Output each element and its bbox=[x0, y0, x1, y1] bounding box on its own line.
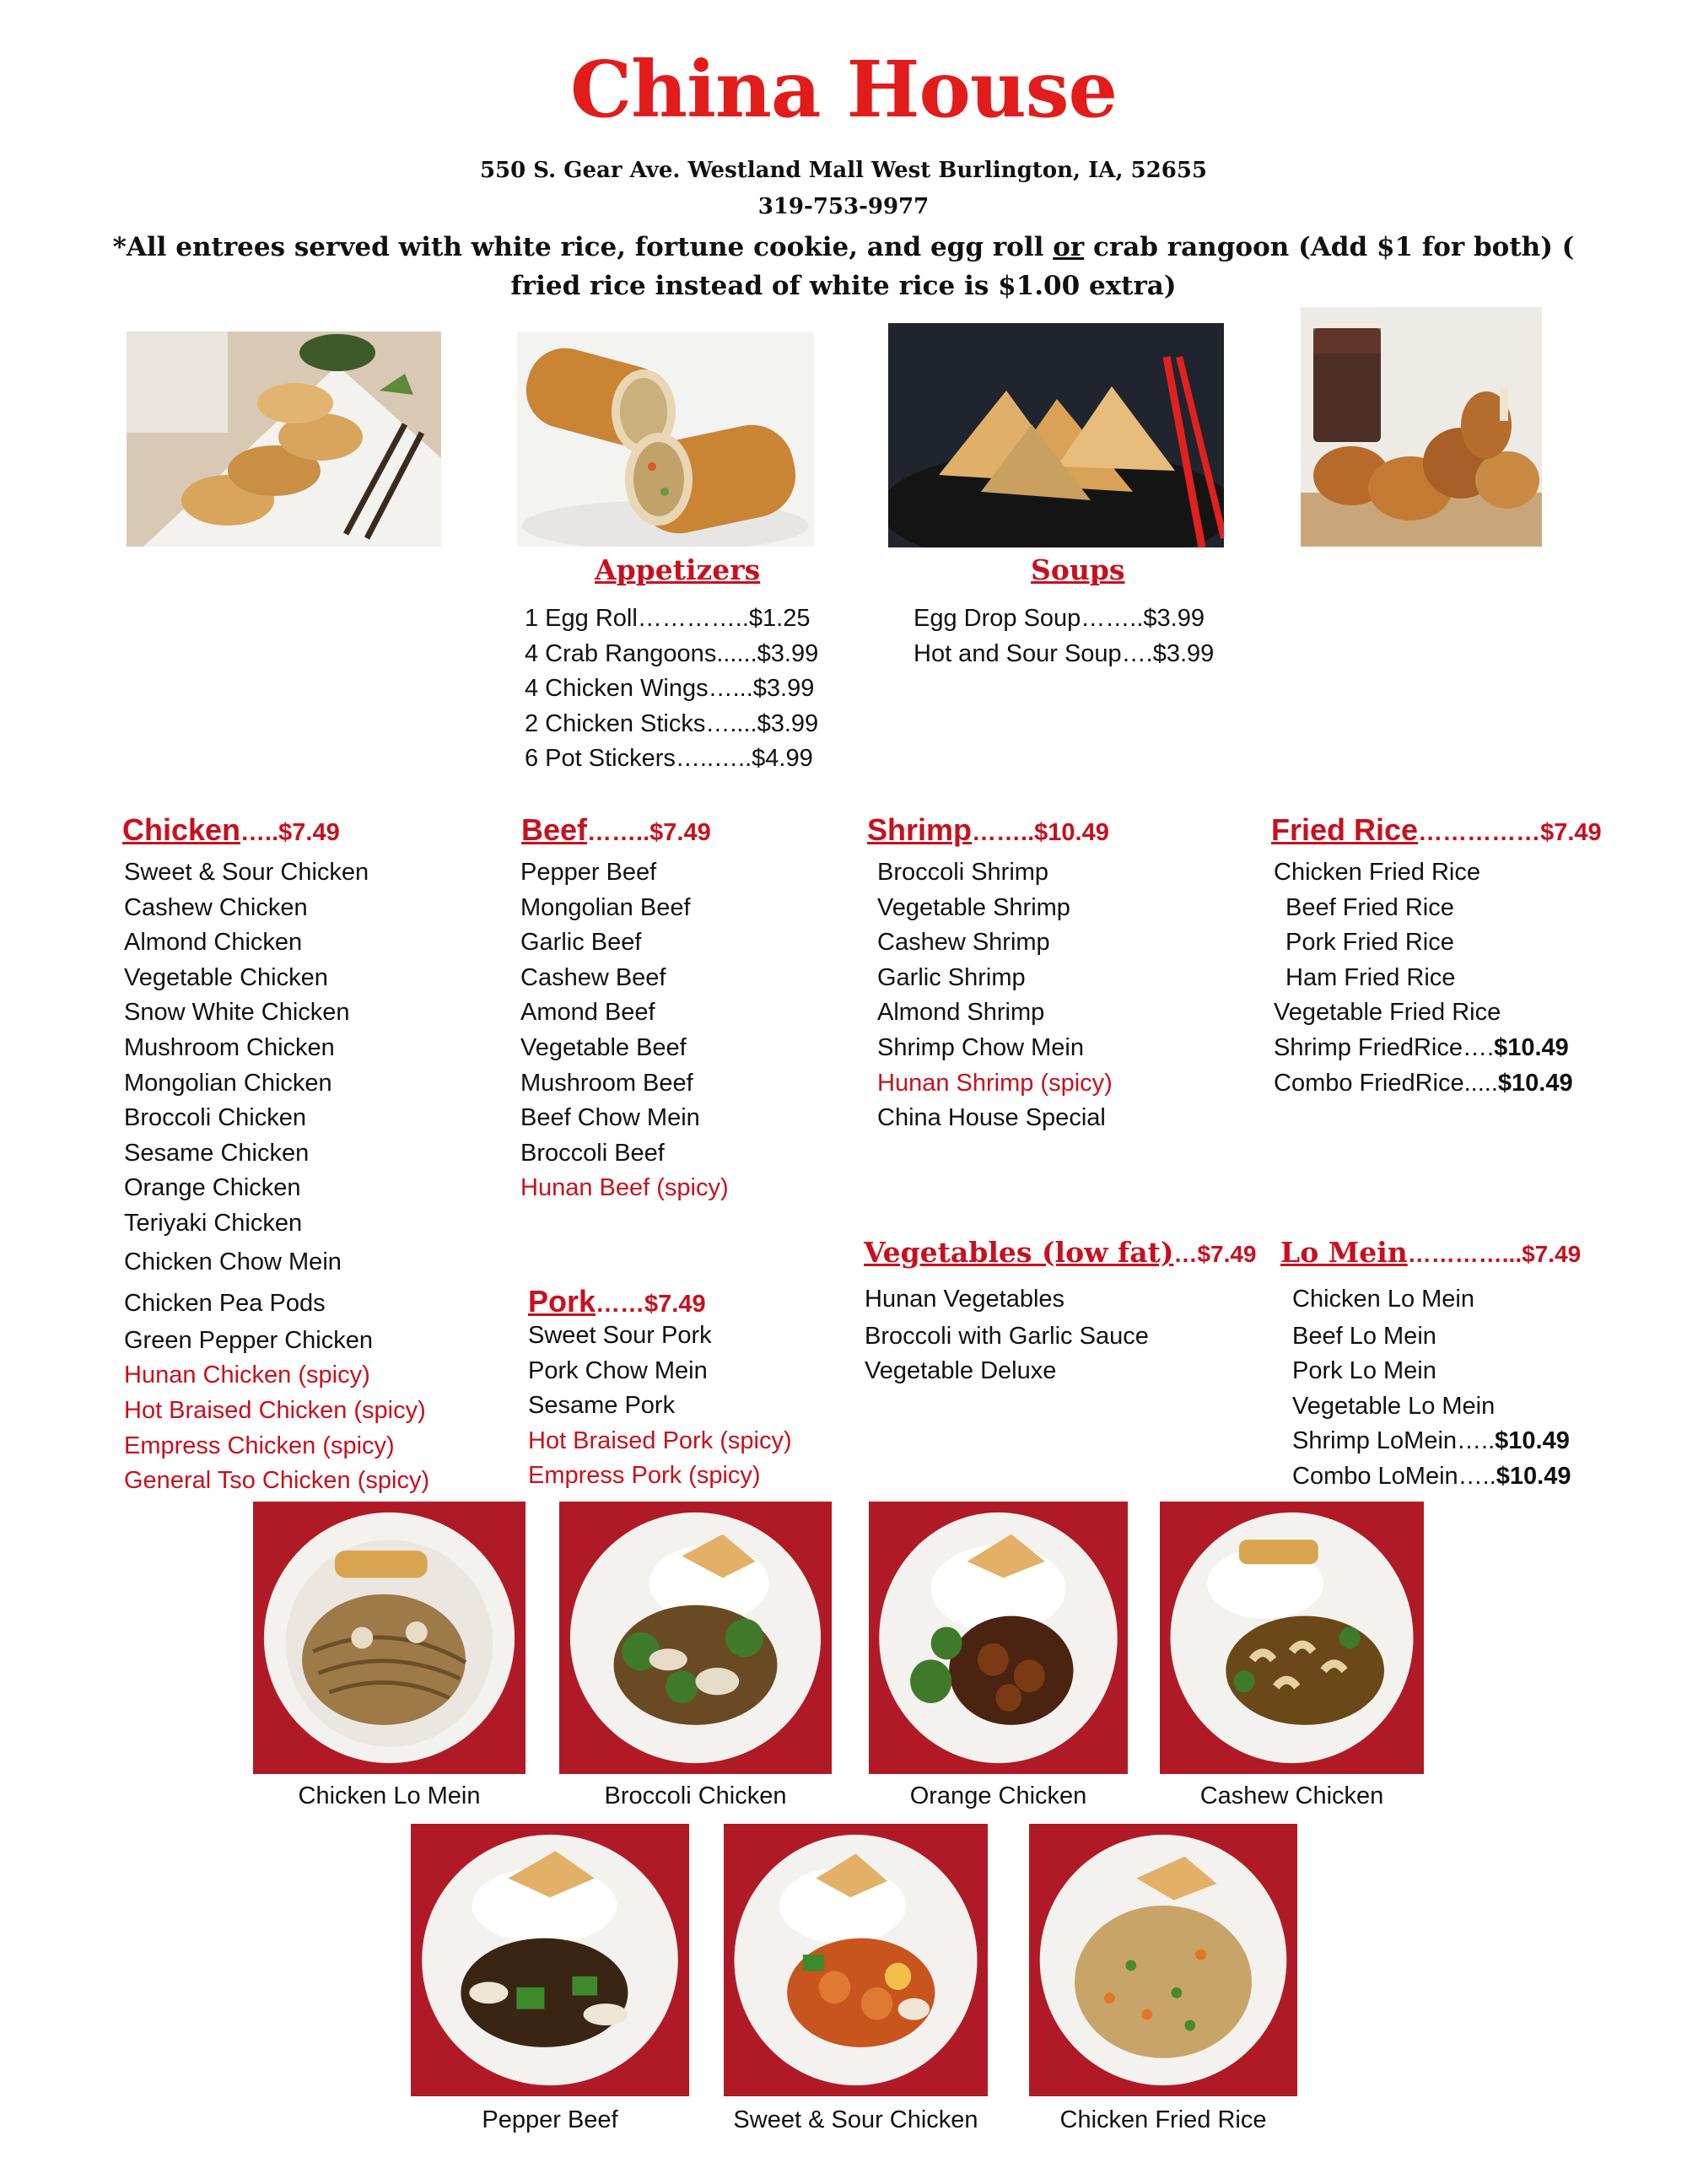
photo-broccoli-chicken bbox=[559, 1502, 832, 1774]
item-price: $10.49 bbox=[1495, 1427, 1570, 1455]
fried-rice-list bbox=[1274, 855, 1573, 1101]
soups-list bbox=[914, 601, 1214, 671]
menu-item-spicy: Empress Pork (spicy) bbox=[528, 1462, 761, 1490]
vegetables-price: …$7.49 bbox=[1173, 1241, 1257, 1267]
menu-item: Vegetable Chicken bbox=[124, 963, 328, 991]
menu-item: Mongolian Beef bbox=[520, 893, 691, 921]
vegetables-heading bbox=[864, 1236, 1257, 1269]
vegetables-list bbox=[865, 1282, 1149, 1389]
lo-mein-list bbox=[1292, 1282, 1571, 1495]
menu-item-spicy: Empress Chicken (spicy) bbox=[124, 1432, 395, 1459]
menu-item: Broccoli Chicken bbox=[124, 1104, 306, 1132]
menu-item: Teriyaki Chicken bbox=[124, 1209, 303, 1237]
fried-rice-heading bbox=[1271, 812, 1602, 848]
photo-egg-roll bbox=[517, 332, 814, 547]
note-text-2: crab rangoon (Add $1 for both) ( fried rice instead of white rice is $1.00 extra) bbox=[510, 232, 1575, 301]
soups-heading bbox=[1031, 553, 1125, 586]
caption-orange-chicken: Orange Chicken bbox=[909, 1782, 1087, 1809]
photo-sweet-sour-chicken bbox=[724, 1824, 988, 2096]
menu-item: Beef Fried Rice bbox=[1285, 893, 1454, 921]
menu-item-spicy: Hunan Shrimp (spicy) bbox=[877, 1069, 1113, 1097]
menu-item: Pork Fried Rice bbox=[1285, 929, 1454, 957]
caption-broccoli-chicken: Broccoli Chicken bbox=[604, 1782, 787, 1809]
beef-price: ……..$7.49 bbox=[587, 819, 711, 846]
menu-item: Pork Chow Mein bbox=[528, 1356, 708, 1384]
menu-item: Hot and Sour Soup….$3.99 bbox=[914, 639, 1215, 667]
menu-item-spicy: Hot Braised Pork (spicy) bbox=[528, 1426, 792, 1454]
caption-chicken-fried-rice: Chicken Fried Rice bbox=[1059, 2106, 1267, 2133]
photo-crab-rangoon bbox=[888, 323, 1224, 547]
menu-item: Cashew Beef bbox=[520, 963, 666, 991]
menu-item: Pepper Beef bbox=[520, 859, 657, 886]
lo-mein-heading bbox=[1280, 1236, 1581, 1269]
menu-item: Broccoli with Garlic Sauce bbox=[865, 1322, 1149, 1350]
item-price: $10.49 bbox=[1496, 1462, 1571, 1490]
pork-list bbox=[528, 1318, 792, 1494]
menu-item: Almond Chicken bbox=[124, 929, 303, 957]
appetizers-list bbox=[525, 601, 818, 777]
caption-cashew-chicken: Cashew Chicken bbox=[1199, 1782, 1384, 1809]
menu-item: Cashew Chicken bbox=[124, 893, 308, 921]
menu-item: Vegetable Fried Rice bbox=[1274, 999, 1501, 1027]
menu-item: Shrimp Chow Mein bbox=[877, 1033, 1084, 1061]
beef-list bbox=[520, 855, 729, 1206]
entree-note bbox=[0, 228, 1687, 305]
beef-title: Beef bbox=[521, 812, 588, 847]
item-price: $10.49 bbox=[1497, 1069, 1573, 1097]
menu-item: Sweet & Sour Chicken bbox=[124, 859, 369, 886]
beef-heading bbox=[521, 812, 711, 848]
menu-item-premium bbox=[1292, 1459, 1571, 1495]
lo-mein-price: …………...$7.49 bbox=[1407, 1241, 1582, 1267]
photo-chicken-wings bbox=[1301, 307, 1542, 547]
menu-item: Orange Chicken bbox=[124, 1174, 301, 1202]
chicken-price: …..$7.49 bbox=[240, 819, 340, 846]
restaurant-title: China House bbox=[569, 44, 1118, 135]
phone-number: 319-753-9977 bbox=[757, 194, 930, 219]
lo-mein-title: Lo Mein bbox=[1280, 1236, 1408, 1269]
menu-item: Egg Drop Soup……..$3.99 bbox=[914, 605, 1205, 632]
chicken-title: Chicken bbox=[122, 812, 241, 847]
menu-item: Beef Lo Mein bbox=[1292, 1322, 1436, 1350]
photo-orange-chicken bbox=[869, 1502, 1128, 1774]
menu-item: Vegetable Lo Mein bbox=[1292, 1392, 1496, 1420]
menu-item: Sweet Sour Pork bbox=[528, 1322, 712, 1349]
chicken-heading bbox=[122, 812, 340, 848]
note-text-1: *All entrees served with white rice, fortune cookie, and egg roll bbox=[112, 232, 1054, 262]
note-or: or bbox=[1053, 232, 1085, 262]
menu-item: Sesame Chicken bbox=[124, 1139, 310, 1167]
appetizers-heading bbox=[595, 553, 760, 586]
menu-item: Sesame Pork bbox=[528, 1392, 676, 1420]
menu-item: Beef Chow Mein bbox=[520, 1104, 700, 1132]
menu-item-spicy: Hot Braised Chicken (spicy) bbox=[124, 1396, 426, 1424]
menu-item: Garlic Beef bbox=[520, 929, 642, 957]
menu-item: Chicken Lo Mein bbox=[1292, 1286, 1474, 1313]
menu-item: Vegetable Deluxe bbox=[865, 1357, 1057, 1385]
menu-item: Chicken Fried Rice bbox=[1274, 859, 1480, 886]
fried-rice-title: Fried Rice bbox=[1271, 812, 1419, 847]
menu-item: Garlic Shrimp bbox=[877, 963, 1026, 991]
photo-pepper-beef bbox=[411, 1824, 689, 2096]
shrimp-title: Shrimp bbox=[867, 812, 973, 847]
menu-item: Broccoli Shrimp bbox=[877, 859, 1049, 886]
menu-item: Mongolian Chicken bbox=[124, 1069, 332, 1097]
menu-item: Cashew Shrimp bbox=[877, 929, 1050, 957]
menu-item: Mushroom Beef bbox=[520, 1069, 693, 1097]
chicken-list bbox=[124, 855, 429, 1499]
menu-item: 4 Chicken Wings…...$3.99 bbox=[525, 675, 815, 703]
menu-item: Almond Shrimp bbox=[877, 999, 1045, 1027]
address: 550 S. Gear Ave. Westland Mall West Burlington, IA, 52655 bbox=[479, 158, 1208, 183]
menu-item-spicy: Hunan Beef (spicy) bbox=[520, 1174, 729, 1202]
caption-chicken-lo-mein: Chicken Lo Mein bbox=[298, 1782, 481, 1809]
shrimp-heading bbox=[867, 812, 1109, 848]
menu-item: 2 Chicken Sticks…....$3.99 bbox=[525, 709, 819, 737]
photo-chicken-fried-rice bbox=[1029, 1824, 1297, 2096]
menu-item: Pork Lo Mein bbox=[1292, 1357, 1436, 1385]
photo-pot-stickers bbox=[127, 332, 441, 547]
menu-item: 1 Egg Roll…………..$1.25 bbox=[525, 605, 811, 632]
vegetables-title: Vegetables (low fat) bbox=[864, 1236, 1174, 1269]
menu-item: Amond Beef bbox=[520, 999, 655, 1027]
menu-item-spicy: General Tso Chicken (spicy) bbox=[124, 1467, 430, 1495]
caption-pepper-beef: Pepper Beef bbox=[482, 2106, 618, 2133]
fried-rice-price: ……………$7.49 bbox=[1418, 819, 1602, 846]
menu-item: Hunan Vegetables bbox=[865, 1286, 1065, 1313]
pork-price: ……$7.49 bbox=[596, 1291, 706, 1318]
pork-heading bbox=[528, 1284, 706, 1319]
menu-item: Vegetable Shrimp bbox=[877, 893, 1070, 921]
pork-title: Pork bbox=[528, 1284, 596, 1318]
menu-item: Mushroom Chicken bbox=[124, 1033, 335, 1061]
menu-item-premium bbox=[1274, 1066, 1573, 1102]
menu-item: 6 Pot Stickers…..…..$4.99 bbox=[525, 745, 813, 773]
menu-item: 4 Crab Rangoons......$3.99 bbox=[525, 639, 819, 667]
shrimp-price: ……..$10.49 bbox=[972, 819, 1109, 846]
menu-item: China House Special bbox=[877, 1104, 1106, 1132]
item-name: Shrimp FriedRice…. bbox=[1274, 1033, 1495, 1061]
item-price: $10.49 bbox=[1494, 1033, 1569, 1061]
menu-item-premium bbox=[1292, 1424, 1571, 1459]
photo-chicken-lo-mein bbox=[253, 1502, 526, 1774]
item-name: Combo LoMein….. bbox=[1292, 1462, 1496, 1490]
caption-sweet-sour-chicken: Sweet & Sour Chicken bbox=[733, 2106, 978, 2133]
menu-item-spicy: Hunan Chicken (spicy) bbox=[124, 1362, 370, 1389]
appetizers-title: Appetizers bbox=[595, 553, 761, 586]
menu-item: Ham Fried Rice bbox=[1285, 963, 1456, 991]
photo-cashew-chicken bbox=[1160, 1502, 1424, 1774]
menu-item-premium bbox=[1274, 1031, 1573, 1066]
menu-item: Chicken Pea Pods bbox=[124, 1290, 326, 1318]
menu-item: Vegetable Beef bbox=[520, 1033, 687, 1061]
shrimp-list bbox=[877, 855, 1113, 1136]
item-name: Shrimp LoMein….. bbox=[1292, 1427, 1496, 1455]
menu-item: Broccoli Beef bbox=[520, 1139, 665, 1167]
soups-title: Soups bbox=[1031, 553, 1125, 586]
menu-item: Green Pepper Chicken bbox=[124, 1326, 373, 1354]
item-name: Combo FriedRice..... bbox=[1274, 1069, 1498, 1097]
menu-item: Snow White Chicken bbox=[124, 999, 350, 1027]
menu-item: Chicken Chow Mein bbox=[124, 1248, 342, 1275]
